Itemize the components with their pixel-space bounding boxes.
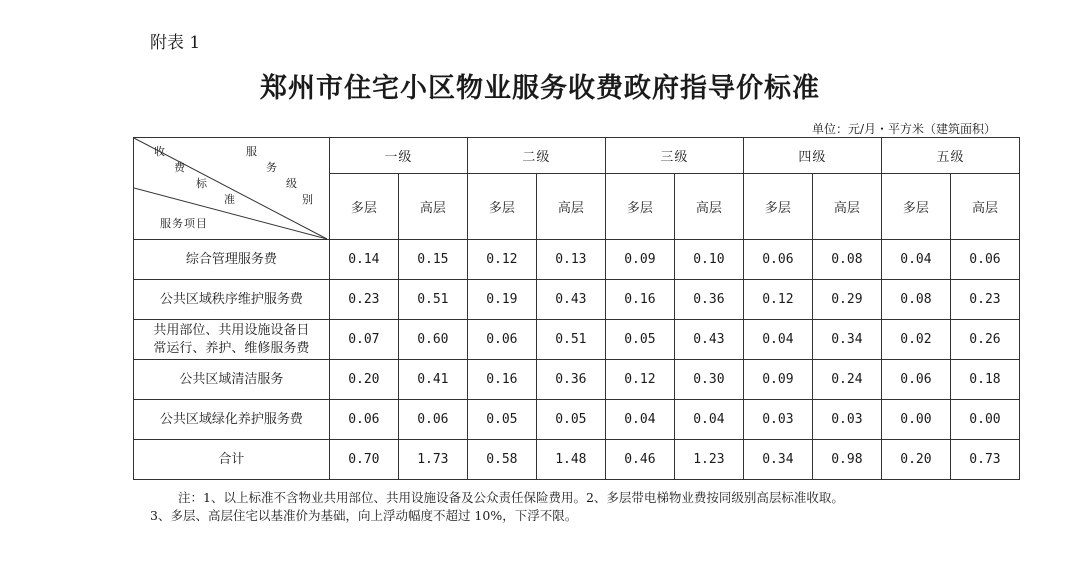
diag-char: 务 [266, 161, 277, 174]
table-row [134, 360, 1020, 400]
value-cell: 0.13 [536, 240, 605, 280]
value-cell: 0.10 [674, 240, 743, 280]
note-line: 3、多层、高层住宅以基准价为基础，向上浮动幅度不超过 10%，下浮不限。 [150, 508, 578, 523]
sub-col-header: 高层 [674, 174, 743, 240]
value-cell: 0.16 [605, 280, 674, 320]
service-item-cell: 公共区域绿化养护服务费 [134, 400, 330, 440]
value-cell: 0.12 [605, 360, 674, 400]
value-cell: 0.08 [881, 280, 950, 320]
unit-label: 单位：元/月・平方米（建筑面积） [811, 122, 996, 136]
value-cell: 0.04 [881, 240, 950, 280]
value-cell: 0.12 [743, 280, 812, 320]
fee-standard-table [133, 137, 1020, 480]
value-cell: 0.70 [329, 440, 398, 480]
table-row [134, 400, 1020, 440]
value-cell: 0.36 [536, 360, 605, 400]
service-item-cell: 公共区域秩序维护服务费 [134, 280, 330, 320]
value-cell: 0.24 [812, 360, 881, 400]
value-cell: 0.20 [881, 440, 950, 480]
value-cell: 0.00 [950, 400, 1019, 440]
diag-char: 服 [246, 145, 257, 158]
value-cell: 0.06 [743, 240, 812, 280]
sub-col-header: 多层 [881, 174, 950, 240]
level-header: 一级 [329, 138, 467, 174]
page-title: 郑州市住宅小区物业服务收费政府指导价标准 [260, 73, 820, 104]
diagonal-header-cell [134, 138, 330, 240]
value-cell: 0.58 [467, 440, 536, 480]
value-cell: 0.73 [950, 440, 1019, 480]
value-cell: 0.06 [950, 240, 1019, 280]
value-cell: 1.48 [536, 440, 605, 480]
value-cell: 0.23 [329, 280, 398, 320]
value-cell: 0.09 [743, 360, 812, 400]
sub-col-header: 多层 [329, 174, 398, 240]
value-cell: 0.51 [536, 320, 605, 360]
annex-label: 附表 1 [150, 33, 201, 53]
diag-char: 级 [286, 177, 297, 190]
value-cell: 0.06 [881, 360, 950, 400]
service-item-cell: 综合管理服务费 [134, 240, 330, 280]
value-cell: 0.30 [674, 360, 743, 400]
value-cell: 0.19 [467, 280, 536, 320]
sub-col-header: 多层 [467, 174, 536, 240]
level-header: 二级 [467, 138, 605, 174]
value-cell: 0.04 [743, 320, 812, 360]
value-cell: 0.03 [743, 400, 812, 440]
table-row [134, 240, 1020, 280]
value-cell: 0.07 [329, 320, 398, 360]
value-cell: 0.98 [812, 440, 881, 480]
diag-char: 费 [174, 161, 185, 174]
value-cell: 0.14 [329, 240, 398, 280]
value-cell: 0.00 [881, 400, 950, 440]
service-item-label: 服务项目 [160, 217, 208, 230]
service-item-cell [134, 320, 330, 360]
value-cell: 0.06 [329, 400, 398, 440]
sub-col-header: 多层 [743, 174, 812, 240]
value-cell: 0.20 [329, 360, 398, 400]
value-cell: 0.02 [881, 320, 950, 360]
value-cell: 0.41 [398, 360, 467, 400]
diag-char: 标 [196, 177, 207, 190]
value-cell: 0.03 [812, 400, 881, 440]
value-cell: 0.05 [536, 400, 605, 440]
header-row-levels [134, 138, 1020, 174]
level-header: 五级 [881, 138, 1019, 174]
value-cell: 0.05 [467, 400, 536, 440]
diag-char: 收 [154, 145, 165, 158]
level-header: 三级 [605, 138, 743, 174]
service-item-cell: 公共区域清洁服务 [134, 360, 330, 400]
diag-char: 准 [224, 193, 235, 206]
value-cell: 0.16 [467, 360, 536, 400]
value-cell: 0.12 [467, 240, 536, 280]
value-cell: 0.26 [950, 320, 1019, 360]
table-row-total [134, 440, 1020, 480]
value-cell: 0.34 [743, 440, 812, 480]
service-item-line: 共用部位、共用设施设备日 [153, 322, 310, 338]
value-cell: 0.29 [812, 280, 881, 320]
level-header: 四级 [743, 138, 881, 174]
value-cell: 0.18 [950, 360, 1019, 400]
sub-col-header: 多层 [605, 174, 674, 240]
value-cell: 0.43 [536, 280, 605, 320]
sub-col-header: 高层 [536, 174, 605, 240]
value-cell: 0.34 [812, 320, 881, 360]
notes [150, 489, 844, 525]
table-row [134, 280, 1020, 320]
value-cell: 0.04 [674, 400, 743, 440]
value-cell: 0.06 [398, 400, 467, 440]
value-cell: 0.08 [812, 240, 881, 280]
value-cell: 0.06 [467, 320, 536, 360]
value-cell: 0.46 [605, 440, 674, 480]
sub-col-header: 高层 [398, 174, 467, 240]
value-cell: 0.36 [674, 280, 743, 320]
value-cell: 0.43 [674, 320, 743, 360]
table-row [134, 320, 1020, 360]
service-item-line: 常运行、养护、维修服务费 [153, 340, 310, 356]
note-line: 注：1、以上标准不含物业共用部位、共用设施设备及公众责任保险费用。2、多层带电梯物业费按同级别高层标准收取。 [178, 490, 844, 505]
value-cell: 0.15 [398, 240, 467, 280]
sub-col-header: 高层 [950, 174, 1019, 240]
value-cell: 1.23 [674, 440, 743, 480]
value-cell: 0.05 [605, 320, 674, 360]
value-cell: 0.09 [605, 240, 674, 280]
sub-col-header: 高层 [812, 174, 881, 240]
value-cell: 1.73 [398, 440, 467, 480]
diag-char: 别 [302, 193, 313, 206]
total-label-cell: 合计 [134, 440, 330, 480]
value-cell: 0.23 [950, 280, 1019, 320]
value-cell: 0.60 [398, 320, 467, 360]
value-cell: 0.04 [605, 400, 674, 440]
value-cell: 0.51 [398, 280, 467, 320]
